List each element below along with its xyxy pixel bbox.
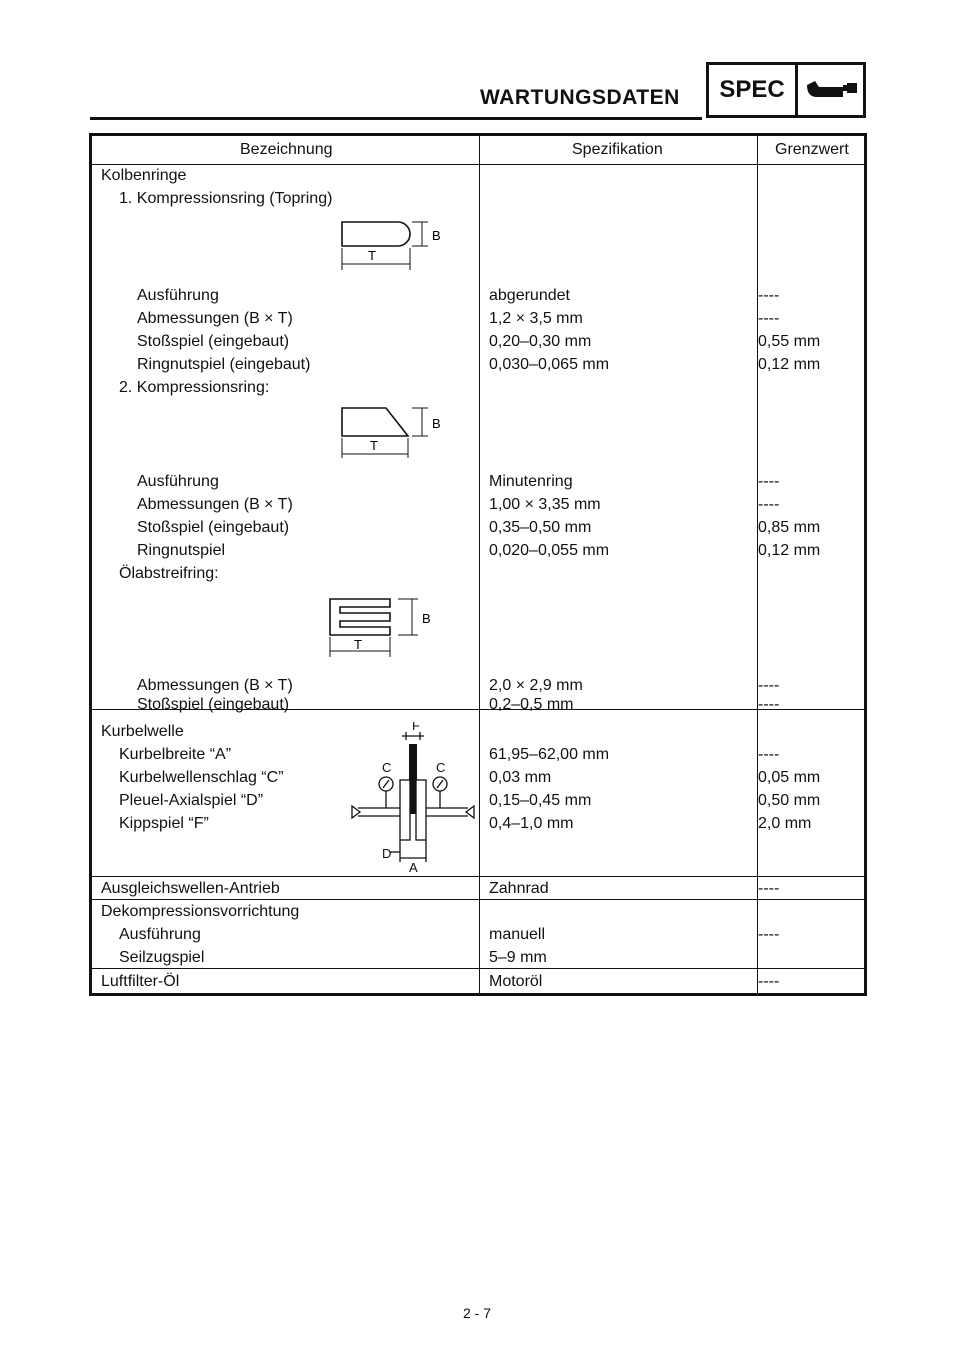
- air-filter-label: Luftfilter-Öl: [101, 973, 180, 990]
- dim-label-b: B: [432, 416, 441, 431]
- ring2-limit: 0,85 mm: [758, 519, 821, 536]
- spec-badge-label: SPEC: [709, 65, 798, 115]
- header-divider: [92, 164, 864, 165]
- decomp-spec: manuell: [489, 926, 546, 943]
- ring1-title: 1. Kompressionsring (Topring): [119, 190, 333, 207]
- column-header-spec: Spezifikation: [572, 141, 663, 158]
- ring1-label: Stoßspiel (eingebaut): [137, 333, 290, 350]
- ring2-label: Stoßspiel (eingebaut): [137, 519, 290, 536]
- crank-limit: ----: [758, 746, 780, 763]
- dim-label-b: B: [432, 228, 441, 243]
- oil-ring-diagram: [322, 591, 452, 661]
- balancer-spec: Zahnrad: [489, 880, 549, 897]
- ring2-limit: ----: [758, 496, 780, 513]
- ring2-spec: 0,020–0,055 mm: [489, 542, 610, 559]
- decomp-label: Seilzugspiel: [119, 949, 205, 966]
- ring1-label: Ausführung: [137, 287, 219, 304]
- oil-ring-label: Stoßspiel (eingebaut): [137, 696, 290, 713]
- ring1-limit: ----: [758, 310, 780, 327]
- ring1-spec: abgerundet: [489, 287, 570, 304]
- crankshaft-diagram: [350, 722, 478, 874]
- balancer-label: Ausgleichswellen-Antrieb: [101, 880, 280, 897]
- section-title-decompression: Dekompressionsvorrichtung: [101, 903, 300, 920]
- crank-spec: 61,95–62,00 mm: [489, 746, 610, 763]
- second-ring-diagram: [332, 402, 452, 462]
- crank-limit: 2,0 mm: [758, 815, 812, 832]
- page-title: WARTUNGSDATEN: [480, 86, 680, 109]
- oil-ring-spec: 2,0 × 2,9 mm: [489, 677, 583, 694]
- ring1-label: Ringnutspiel (eingebaut): [137, 356, 311, 373]
- crank-label: Pleuel-Axialspiel “D”: [119, 792, 264, 809]
- section-title-crankshaft: Kurbelwelle: [101, 723, 184, 740]
- dim-label-c-right: C: [436, 760, 446, 775]
- row-divider: [92, 899, 864, 900]
- ring2-label: Abmessungen (B × T): [137, 496, 293, 513]
- dim-label-d: D: [382, 846, 392, 861]
- decomp-limit: ----: [758, 926, 780, 943]
- column-divider: [479, 136, 480, 993]
- spec-badge: [706, 62, 866, 118]
- crank-label: Kurbelbreite “A”: [119, 746, 232, 763]
- ring1-limit: 0,55 mm: [758, 333, 821, 350]
- air-filter-limit: ----: [758, 973, 780, 990]
- title-underline: [90, 117, 702, 120]
- spec-table: [89, 133, 867, 996]
- ring2-spec: 1,00 × 3,35 mm: [489, 496, 601, 513]
- crank-spec: 0,4–1,0 mm: [489, 815, 574, 832]
- column-divider: [757, 136, 758, 993]
- ring2-title: 2. Kompressionsring:: [119, 379, 270, 396]
- section-title-piston-rings: Kolbenringe: [101, 167, 187, 184]
- crank-label: Kippspiel “F”: [119, 815, 209, 832]
- dim-label-f: F: [412, 722, 420, 733]
- crank-spec: 0,03 mm: [489, 769, 552, 786]
- decomp-spec: 5–9 mm: [489, 949, 547, 966]
- oil-ring-spec: 0,2–0,5 mm: [489, 696, 574, 713]
- crank-limit: 0,05 mm: [758, 769, 821, 786]
- ring1-spec: 1,2 × 3,5 mm: [489, 310, 583, 327]
- row-divider: [92, 968, 864, 969]
- oil-ring-label: Abmessungen (B × T): [137, 677, 293, 694]
- balancer-limit: ----: [758, 880, 780, 897]
- air-filter-spec: Motoröl: [489, 973, 543, 990]
- oil-ring-limit: ----: [758, 677, 780, 694]
- dim-label-t: T: [368, 248, 376, 263]
- dim-label-b: B: [422, 611, 431, 626]
- ring2-label: Ringnutspiel: [137, 542, 226, 559]
- top-ring-diagram: [332, 216, 452, 276]
- oil-ring-title: Ölabstreifring:: [119, 565, 219, 582]
- crank-label: Kurbelwellenschlag “C”: [119, 769, 284, 786]
- ring2-limit: ----: [758, 473, 780, 490]
- ring1-spec: 0,030–0,065 mm: [489, 356, 610, 373]
- crank-limit: 0,50 mm: [758, 792, 821, 809]
- dim-label-c-left: C: [382, 760, 392, 775]
- dim-label-a: A: [409, 860, 418, 874]
- wrench-icon: [798, 65, 863, 115]
- ring2-limit: 0,12 mm: [758, 542, 821, 559]
- decomp-label: Ausführung: [119, 926, 201, 943]
- ring1-spec: 0,20–0,30 mm: [489, 333, 592, 350]
- ring2-label: Ausführung: [137, 473, 219, 490]
- ring1-limit: ----: [758, 287, 780, 304]
- dim-label-t: T: [370, 438, 378, 453]
- column-header-name: Bezeichnung: [240, 141, 333, 158]
- ring1-limit: 0,12 mm: [758, 356, 821, 373]
- column-header-limit: Grenzwert: [775, 141, 849, 158]
- ring2-spec: 0,35–0,50 mm: [489, 519, 592, 536]
- dim-label-t: T: [354, 637, 362, 652]
- ring2-spec: Minutenring: [489, 473, 573, 490]
- crank-spec: 0,15–0,45 mm: [489, 792, 592, 809]
- ring1-label: Abmessungen (B × T): [137, 310, 293, 327]
- page-number: 2 - 7: [463, 1305, 492, 1321]
- row-divider: [92, 876, 864, 877]
- oil-ring-limit: ----: [758, 696, 780, 713]
